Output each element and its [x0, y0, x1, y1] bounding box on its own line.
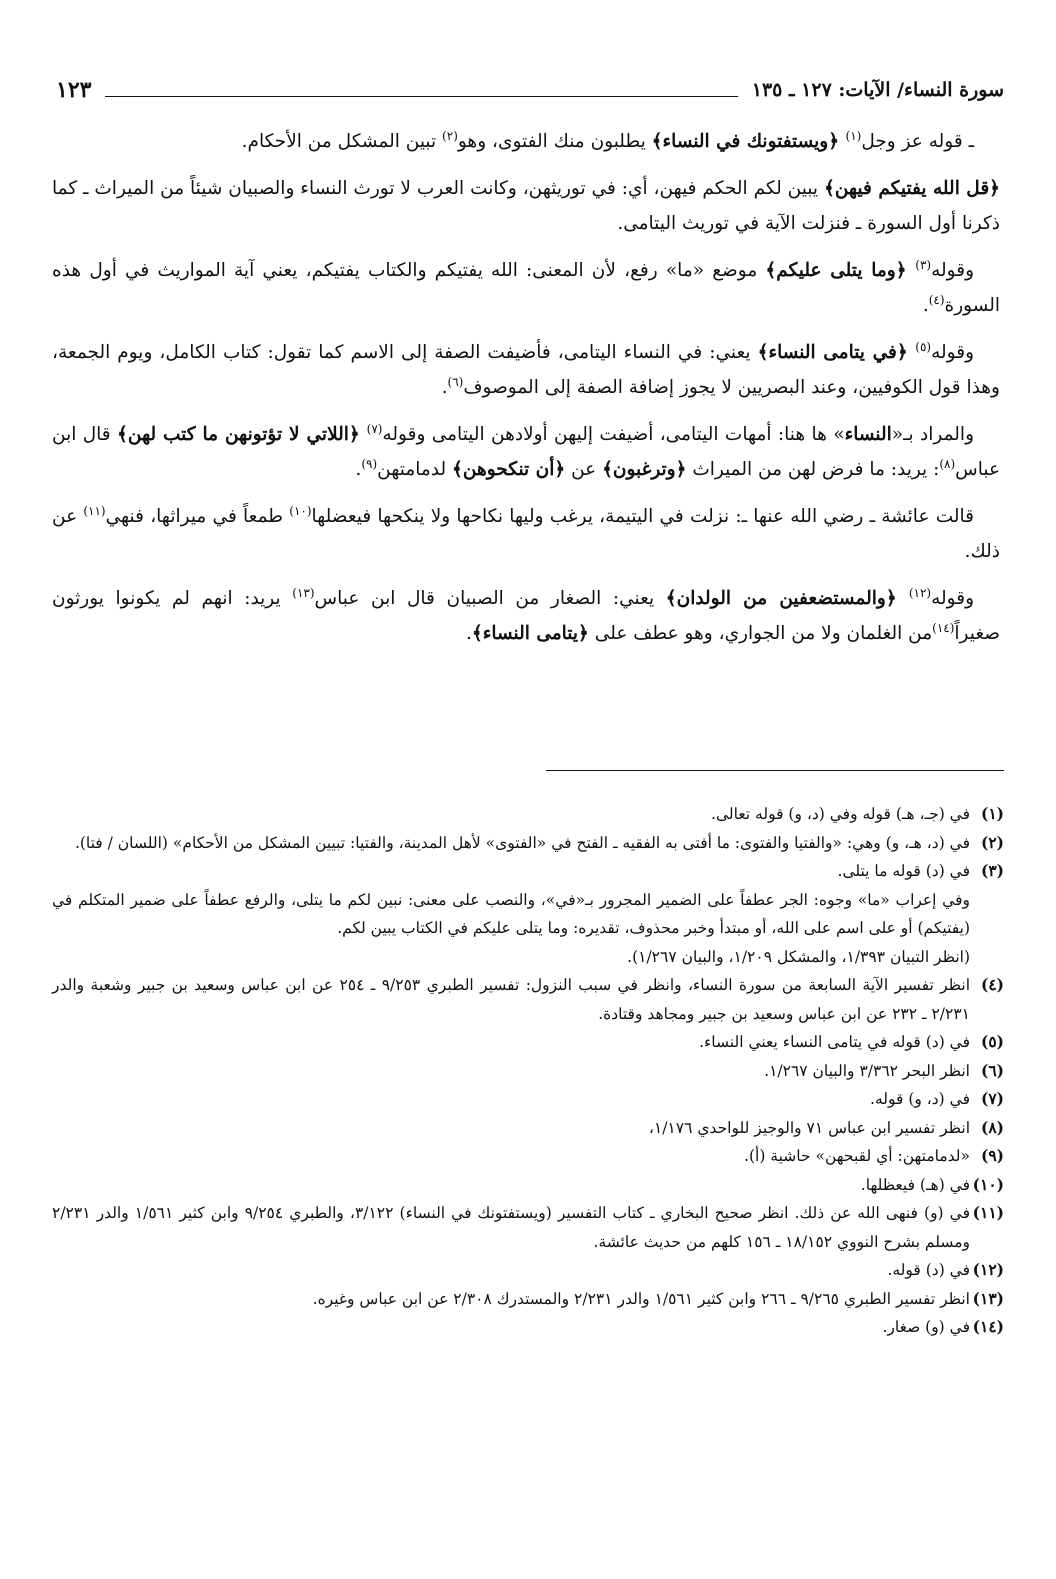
footnote: [52, 1256, 1004, 1285]
paragraph: [52, 335, 1000, 405]
footnote: [52, 829, 1004, 858]
footnote-ref: (٢): [442, 128, 458, 143]
footnote-text: في (و) فنهى الله عن ذلك. انظر صحيح البخاري ـ كتاب التفسير (ويستفتونك في النساء) ٣/١٢٢، والطبري ٩/٢٥٤ وابن كثير ١/٥٦١ والدر ٢/٢٣١ ومسلم بشرح النووي ١٨/١٥٢ ـ ١٥٦ كلهم من حديث عائشة.: [52, 1204, 970, 1251]
footnote-body: [52, 829, 970, 858]
footnote: [52, 1285, 1004, 1314]
text-run: وقوله: [931, 342, 974, 363]
footnote-ref: (١): [845, 128, 862, 143]
text-run: وقوله: [931, 260, 974, 281]
text-run: .: [355, 459, 362, 480]
text-run: عن ذلك.: [52, 506, 1000, 562]
footnote: [52, 800, 1004, 829]
footnote-body: [52, 1114, 970, 1143]
footnote: [52, 1171, 1004, 1200]
footnote-text: «لدمامتهن: أي لقبحهن» حاشية (أ).: [744, 1147, 970, 1165]
quran-quote: ﴿وترغبون﴾: [602, 459, 687, 480]
text-run: قالت عائشة ـ رضي الله عنها ـ: نزلت في اليتيمة، يرغب وليها نكاحها ولا ينكحها فيعضلها: [311, 506, 974, 527]
quran-quote: ﴿ويستفتونك في النساء﴾: [651, 131, 846, 152]
quran-quote: ﴿في يتامى النساء﴾: [757, 342, 916, 363]
text-run: : يريد: ما فرض لهن من الميراث: [686, 459, 940, 480]
text-run: يريد: انهم لم يكونوا يورثون صغيراً: [52, 588, 1000, 644]
footnote-text: انظر تفسير ابن عباس ٧١ والوجيز للواحدي ١/١٧٦،: [648, 1118, 970, 1137]
footnote-ref: (١٣): [292, 585, 315, 600]
footnote-ref: (٦): [447, 374, 464, 389]
footnote-separator: [546, 770, 1004, 771]
footnote-text: في (د) قوله في يتامى النساء يعني النساء.: [699, 1033, 970, 1051]
text-run: يطلبون منك الفتوى، وهو: [457, 131, 652, 152]
text-run: لدمامتهن: [377, 459, 453, 480]
footnote-ref: (٨): [939, 456, 956, 471]
text-run: تبين المشكل من الأحكام.: [241, 131, 443, 152]
paragraph: [52, 171, 1000, 241]
footnote-number: (١٤): [972, 1317, 1004, 1336]
footnote: [52, 1199, 1004, 1256]
footnote-number: (٦): [980, 1060, 1004, 1080]
text-run: عن: [565, 459, 603, 480]
footnote: [52, 857, 1004, 971]
paragraph: [52, 581, 1000, 651]
footnote-text: انظر البحر ٣/٣٦٢ والبيان ١/٢٦٧.: [764, 1061, 970, 1080]
footnote-text: في (هـ) فيعظلها.: [860, 1175, 970, 1194]
footnote-body: [52, 800, 970, 829]
footnote-body: [52, 1285, 970, 1314]
footnote-ref: (١١): [83, 503, 106, 518]
quran-quote: ﴿أن تنكحوهن﴾: [452, 459, 566, 480]
footnote-body: [52, 1057, 970, 1086]
footnote-body: [52, 857, 970, 971]
quran-quote: ﴿قل الله يفتيكم فيهن﴾: [823, 178, 1000, 199]
footnote-ref: (١٤): [932, 620, 955, 635]
footnote-number: (٣): [980, 861, 1004, 880]
text-run: يعني: الصغار من الصبيان قال ابن عباس: [314, 588, 666, 609]
footnote-text: في (د) قوله.: [887, 1261, 970, 1279]
footnote-ref: (٥): [915, 339, 932, 354]
text-run: من الغلمان ولا من الجواري، وهو عطف على: [588, 623, 933, 644]
footnote-body: [52, 1085, 970, 1114]
footnote: [52, 1114, 1004, 1143]
footnote-number: (١٣): [972, 1288, 1004, 1308]
footnote-number: (١٠): [972, 1174, 1004, 1194]
footnote-number: (٧): [980, 1089, 1004, 1108]
footnote-ref: (١٢): [908, 585, 932, 600]
footnote-text: في (د، و) قوله.: [870, 1090, 970, 1108]
footnote-number: (٤): [980, 975, 1004, 994]
footnote-text: في (و) صغار.: [882, 1318, 970, 1336]
footnote-text: في (د) قوله ما يتلى.: [837, 862, 970, 880]
main-text: [52, 124, 1000, 663]
footnote-ref: (٩): [361, 456, 378, 471]
footnote-text: انظر تفسير الآية السابعة من سورة النساء، وانظر في سبب النزول: تفسير الطبري ٩/٢٥٣ ـ ٢٥٤ عن ابن عباس وسعيد بن جبير وشعبة والدر ٢/٢٣١ ـ ٢٣٢ عن ابن عباس وسعيد بن جبير ومجاهد وقتادة.: [52, 976, 971, 1023]
footnotes: [52, 800, 1004, 1342]
paragraph: [52, 124, 1000, 159]
footnote-body: [52, 1313, 970, 1342]
footnote-text: انظر تفسير الطبري ٩/٢٦٥ ـ ٢٦٦ وابن كثير ١/٥٦١ والدر ٢/٢٣١ والمستدرك ٢/٣٠٨ عن ابن عباس وغيره.: [312, 1289, 970, 1308]
text-run: موضع «ما» رفع، لأن المعنى: الله يفتيكم والكتاب يفتيكم، يعني آية المواريث في أول هذه السورة: [52, 260, 1000, 316]
paragraph: [52, 499, 1000, 569]
text-run: قال ابن عباس: [52, 424, 1000, 480]
quran-quote: ﴿والمستضعفين من الولدان﴾: [665, 588, 909, 609]
quran-quote: النساء: [844, 424, 892, 445]
quran-quote: ﴿اللاتي لا تؤتونهن ما كتب لهن﴾: [117, 424, 367, 445]
footnote-ref: (١٠): [289, 503, 312, 518]
footnote-number: (١١): [972, 1203, 1004, 1222]
text-run: يبين لكم الحكم فيهن، أي: في توريثهن، وكانت العرب لا تورث النساء والصبيان شيئاً من الميراث ـ كما ذكرنا أول السورة ـ فنزلت الآية في توريث اليتامى.: [52, 178, 1000, 234]
page-number: ١٢٣: [56, 77, 92, 103]
footnote-number: (٨): [980, 1117, 1004, 1137]
text-run: والمراد بـ«: [891, 424, 975, 445]
footnote-body: [52, 1171, 970, 1200]
footnote-text: في (جـ، هـ) قوله وفي (د، و) قوله تعالى.: [711, 805, 970, 823]
footnote-number: (١): [980, 804, 1004, 823]
text-run: وقوله: [931, 588, 974, 609]
footnote-text: (انظر التبيان ١/٣٩٣، والمشكل ١/٢٠٩، والبيان ١/٢٦٧).: [627, 947, 970, 966]
quran-quote: ﴿وما يتلى عليكم﴾: [765, 260, 916, 281]
running-head: [56, 70, 1004, 110]
text-run: .: [465, 623, 472, 644]
text-run: » ها هنا: أمهات اليتامى، أضيفت إليهن أولادهن اليتامى وقوله: [382, 424, 845, 445]
footnote: [52, 1057, 1004, 1086]
footnote: [52, 1085, 1004, 1114]
paragraph: [52, 253, 1000, 323]
header-rule: [105, 96, 737, 97]
footnote-body: [52, 1142, 970, 1171]
quran-quote: ﴿يتامى النساء﴾: [471, 623, 589, 644]
text-run: .: [922, 295, 929, 316]
text-run: .: [441, 377, 448, 398]
footnote-body: [52, 971, 970, 1028]
paragraph: [52, 417, 1000, 487]
footnote-number: (٩): [980, 1146, 1004, 1165]
footnote-ref: (٤): [928, 292, 945, 307]
footnote-number: (٢): [980, 832, 1004, 852]
footnote-text: وفي إعراب «ما» وجوه: الجر عطفاً على الضمير المجرور بـ«في»، والنصب على معنى: نبين لكم ما يتلى، والرفع عطفاً على ضمير المتكلم في (يفتيكم) أو على اسم على الله، أو مبتدأ وخبر محذوف، تقديره: وما يتلى عليكم في الكتاب يبين لكم.: [52, 890, 970, 937]
text-run: ـ قوله عز وجل: [861, 131, 974, 152]
text-run: يعني: في النساء اليتامى، فأضيفت الصفة إلى الاسم كما تقول: كتاب الكامل، ويوم الجمعة، وهذا قول الكوفيين، وعند البصريين لا يجوز إضافة الصفة إلى الموصوف: [52, 342, 1000, 398]
footnote: [52, 1028, 1004, 1057]
footnote-body: [52, 1256, 970, 1285]
footnote-ref: (٧): [366, 421, 383, 436]
text-run: طمعاً في ميراثها، فنهي: [105, 506, 290, 527]
footnote: [52, 971, 1004, 1028]
footnote: [52, 1142, 1004, 1171]
footnote-number: (١٢): [972, 1260, 1004, 1279]
footnote-body: [52, 1199, 970, 1256]
footnote-ref: (٣): [915, 257, 932, 272]
footnote-text: في (د، هـ، و) وهي: «والفتيا والفتوى: ما أفتى به الفقيه ـ الفتح في «الفتوى» لأهل المدينة، والفتيا: تبيين المشكل من الأحكام» (اللسان / فتا).: [74, 833, 970, 852]
footnote-number: (٥): [980, 1032, 1004, 1051]
footnote-body: [52, 1028, 970, 1057]
running-title: سورة النساء/ الآيات: ١٢٧ ـ ١٣٥: [751, 79, 1004, 101]
footnote: [52, 1313, 1004, 1342]
